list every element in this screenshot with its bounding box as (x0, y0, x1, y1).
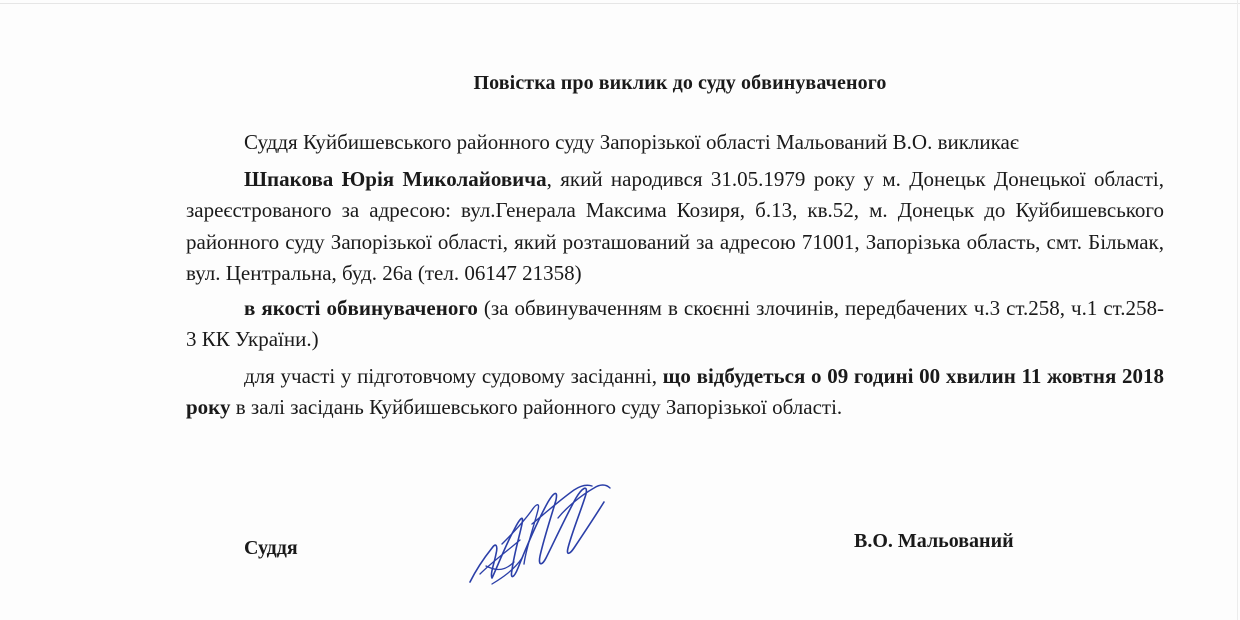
paragraph-role (186, 293, 1164, 356)
signature-stroke (480, 540, 522, 584)
document-body (186, 127, 1164, 424)
paragraph-hearing (186, 361, 1164, 424)
paragraph-judge (186, 127, 1164, 159)
paragraph-judge-text: Суддя Куйбишевського районного суду Запорізької області Мальований В.О. викликає (244, 130, 1019, 154)
defendant-name: Шпакова Юрія Миколайовича (244, 166, 547, 191)
signature-label: Суддя (244, 537, 298, 559)
hearing-purpose: для участі у підготовчому судовому засіданні, (244, 363, 663, 388)
paragraph-defendant (186, 164, 1164, 290)
charges-text: (за обвинуваченням в скоєнні злочинів, передбачених ч.3 ст.258, ч.1 ст.258-3 КК України.) (186, 295, 1164, 351)
hearing-datetime: що відбудеться о 09 годині 00 хвилин 11 жовтня 2018 року (186, 363, 1164, 419)
hearing-location: в залі засідань Куйбишевського районного суду Запорізької області. (230, 395, 843, 419)
document-title: Повістка про виклик до суду обвинуваченого (473, 72, 887, 94)
defendant-role: в якості обвинуваченого (244, 295, 478, 320)
judge-name-signature: В.О. Мальований (854, 530, 1014, 552)
handwritten-signature (462, 474, 622, 594)
defendant-details: , який народився 31.05.1979 року у м. Донецьк Донецької області, зареєстрованого за адресою: вул.Генерала Максима Козиря, б.13, кв.52, м. Донецьк до Куйбишевського районного суду Запорізької області, який розташований за адресою 71001, Запорізька область, смт. Більмак, вул. Центральна, буд. 26а (тел. 06147 21358) (186, 166, 1164, 285)
scan-edge-top (0, 3, 1240, 4)
